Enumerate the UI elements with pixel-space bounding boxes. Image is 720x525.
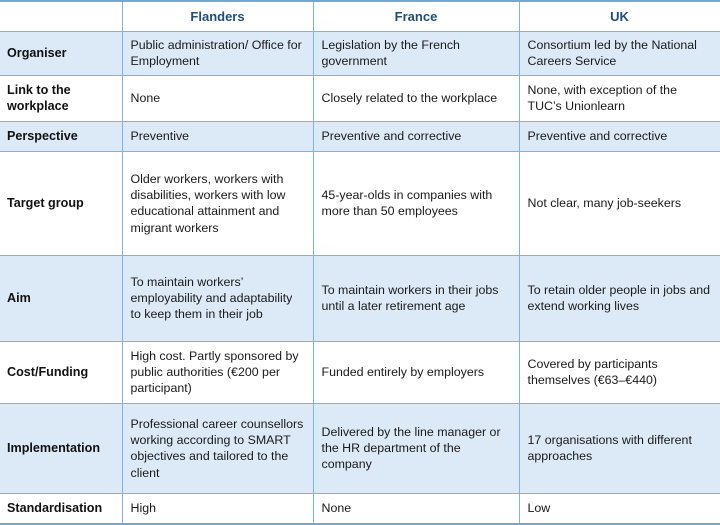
row-label-standardisation: Standardisation bbox=[0, 494, 122, 524]
cell-aim-flanders: To maintain workers’ employability and adaptability to keep them in their job bbox=[122, 256, 313, 342]
column-header-france: France bbox=[313, 1, 519, 31]
row-label-organiser: Organiser bbox=[0, 31, 122, 76]
cell-target-france: 45-year-olds in companies with more than 50 employees bbox=[313, 152, 519, 256]
row-label-implementation: Implementation bbox=[0, 404, 122, 494]
cell-cost-flanders: High cost. Partly sponsored by public authorities (€200 per participant) bbox=[122, 342, 313, 404]
table-row bbox=[0, 342, 720, 404]
table-row bbox=[0, 256, 720, 342]
cell-link-uk: None, with exception of the TUC’s Unionlearn bbox=[519, 76, 720, 122]
cell-perspective-france: Preventive and corrective bbox=[313, 122, 519, 152]
cell-implementation-uk: 17 organisations with different approaches bbox=[519, 404, 720, 494]
cell-organiser-flanders: Public administration/ Office for Employment bbox=[122, 31, 313, 76]
table-row bbox=[0, 76, 720, 122]
table-corner-cell bbox=[0, 1, 122, 31]
cell-organiser-france: Legislation by the French government bbox=[313, 31, 519, 76]
row-label-target-group: Target group bbox=[0, 152, 122, 256]
cell-link-flanders: None bbox=[122, 76, 313, 122]
cell-cost-uk: Covered by participants themselves (€63–€440) bbox=[519, 342, 720, 404]
cell-target-uk: Not clear, many job-seekers bbox=[519, 152, 720, 256]
column-header-flanders: Flanders bbox=[122, 1, 313, 31]
cell-aim-france: To maintain workers in their jobs until a later retirement age bbox=[313, 256, 519, 342]
table-header bbox=[0, 1, 720, 31]
cell-standardisation-france: None bbox=[313, 494, 519, 524]
column-header-uk: UK bbox=[519, 1, 720, 31]
cell-target-flanders: Older workers, workers with disabilities, workers with low educational attainment and migrant workers bbox=[122, 152, 313, 256]
cell-implementation-flanders: Professional career counsellors working according to SMART objectives and tailored to the client bbox=[122, 404, 313, 494]
row-label-perspective: Perspective bbox=[0, 122, 122, 152]
cell-standardisation-flanders: High bbox=[122, 494, 313, 524]
row-label-link-to-the-workplace: Link to the workplace bbox=[0, 76, 122, 122]
table-body bbox=[0, 31, 720, 524]
table-row bbox=[0, 494, 720, 524]
cell-implementation-france: Delivered by the line manager or the HR department of the company bbox=[313, 404, 519, 494]
row-label-cost-funding: Cost/Funding bbox=[0, 342, 122, 404]
table-row bbox=[0, 31, 720, 76]
table-row bbox=[0, 122, 720, 152]
cell-cost-france: Funded entirely by employers bbox=[313, 342, 519, 404]
table-row bbox=[0, 404, 720, 494]
cell-link-france: Closely related to the workplace bbox=[313, 76, 519, 122]
cell-perspective-flanders: Preventive bbox=[122, 122, 313, 152]
table-row bbox=[0, 152, 720, 256]
table-header-row bbox=[0, 1, 720, 31]
cell-organiser-uk: Consortium led by the National Careers Service bbox=[519, 31, 720, 76]
row-label-aim: Aim bbox=[0, 256, 122, 342]
cell-aim-uk: To retain older people in jobs and extend working lives bbox=[519, 256, 720, 342]
cell-standardisation-uk: Low bbox=[519, 494, 720, 524]
cell-perspective-uk: Preventive and corrective bbox=[519, 122, 720, 152]
